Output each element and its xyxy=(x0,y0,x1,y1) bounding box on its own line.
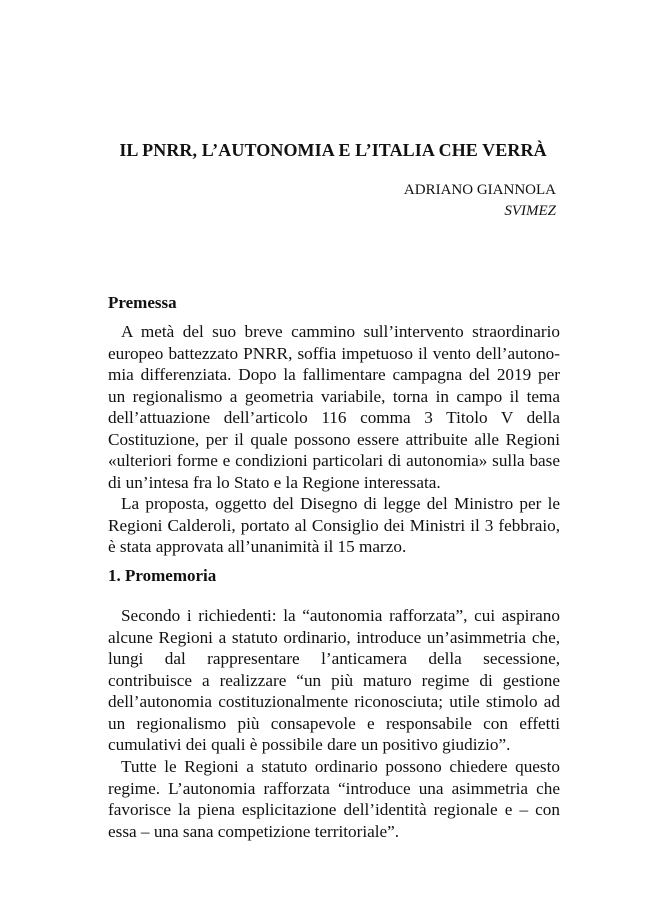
text-line: contribuisce a realizzare “un più maturo regime di gestione xyxy=(108,670,560,690)
author-affiliation: SVIMEZ xyxy=(504,203,556,219)
text-line: alcune Regioni a statuto ordinario, introduce un’asimmetria che, xyxy=(108,627,560,647)
paragraph-promemoria-1 xyxy=(108,605,560,756)
author-block xyxy=(404,180,556,222)
text-line: dell’attuazione dell’articolo 116 comma 3 Titolo V della xyxy=(108,408,560,427)
text-line: regime. L’autonomia rafforzata “introduce una asimmetria che xyxy=(108,778,560,798)
text-line: cumulativi dei quali è possibile dare un positivo giudizio”. xyxy=(108,735,511,754)
paragraph-premessa-2 xyxy=(108,493,560,558)
author-name: ADRIANO GIANNOLA xyxy=(403,182,556,198)
text-line: favorisce la piena esplicitazione dell’identità regionale e – con xyxy=(108,800,560,819)
text-line: Costituzione, per il quale possono essere attribuite alle Regioni xyxy=(108,429,560,449)
text-line: di un’intesa fra lo Stato e la Regione interessata. xyxy=(108,472,441,492)
text-line: Tutte le Regioni a statuto ordinario possono chiedere questo xyxy=(121,757,560,776)
document-title: IL PNRR, L’AUTONOMIA E L’ITALIA CHE VERRÀ xyxy=(119,140,547,160)
text-line: dell’autonomia costituzionalmente riconosciuta; utile stimolo ad xyxy=(108,692,560,711)
text-line: La proposta, oggetto del Disegno di legge del Ministro per le xyxy=(121,494,560,513)
text-line: è stata approvata all’unanimità il 15 marzo. xyxy=(108,537,407,556)
text-line: lungi dal rappresentare l’anticamera della secessione, xyxy=(108,649,560,668)
text-line: «ulteriori forme e condizioni particolari di autonomia» sulla base xyxy=(108,451,560,470)
paragraph-promemoria-2 xyxy=(108,756,560,842)
paragraph-premessa-1 xyxy=(108,321,560,493)
text-line: Regioni Calderoli, portato al Consiglio dei Ministri il 3 febbraio, xyxy=(108,515,560,535)
text-line: Secondo i richiedenti: la “autonomia rafforzata”, cui aspirano xyxy=(121,606,560,625)
text-line: mia differenziata. Dopo la fallimentare campagna del 2019 per xyxy=(108,365,560,384)
text-line: un regionalismo a geometria variabile, torna in campo il tema xyxy=(108,386,560,406)
text-line: A metà del suo breve cammino sull’intervento straordinario xyxy=(121,322,560,341)
text-line: un regionalismo più consapevole e responsabile con effetti xyxy=(108,713,560,733)
text-line: europeo battezzato PNRR, soffia impetuoso il vento dell’autono- xyxy=(108,343,560,363)
section-heading-promemoria: 1. Promemoria xyxy=(108,566,217,585)
text-line: essa – una sana competizione territoriale”. xyxy=(108,821,400,841)
section-heading-premessa: Premessa xyxy=(108,293,177,312)
